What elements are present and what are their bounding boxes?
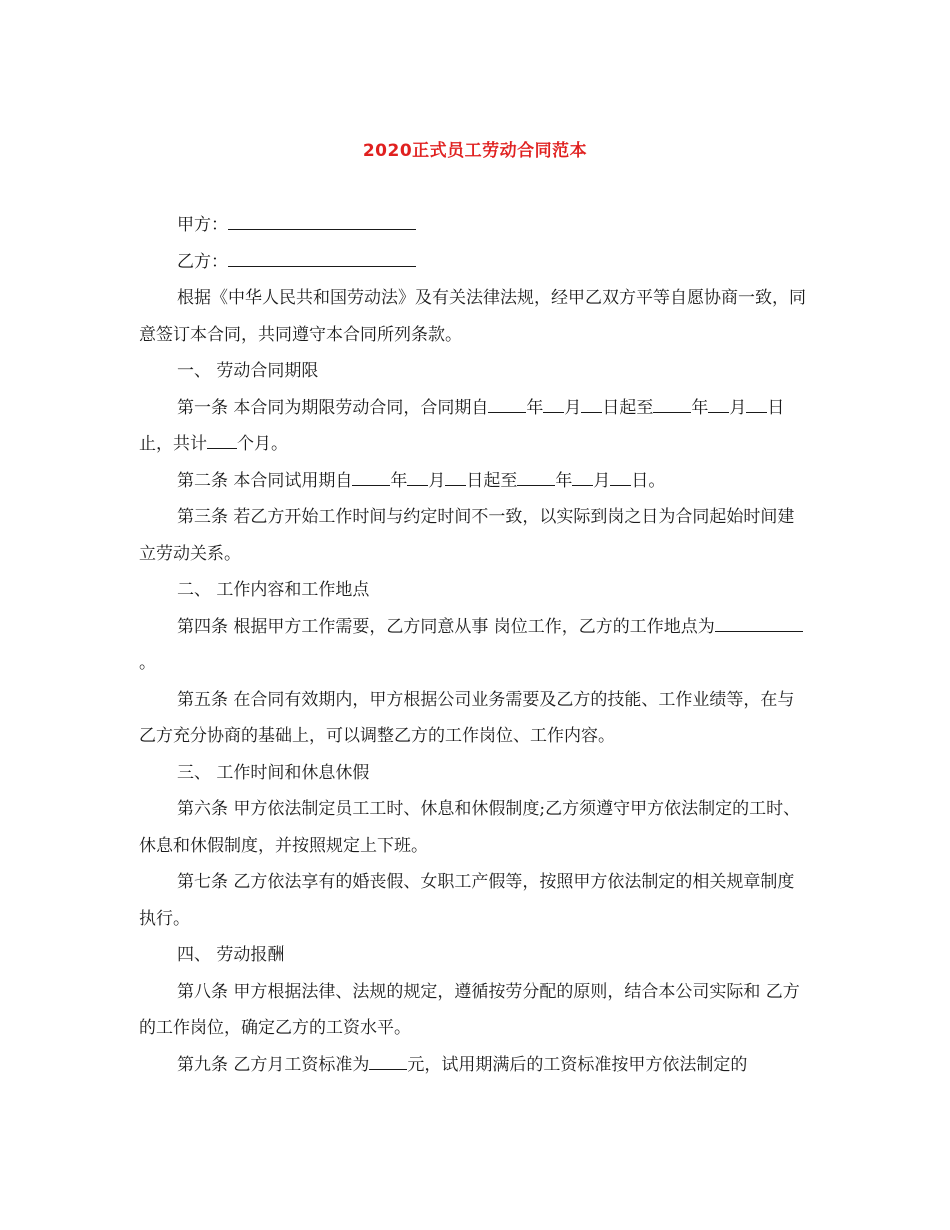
- blank-field: [445, 467, 466, 486]
- article-1-month1: 月: [564, 397, 582, 418]
- article-5: 第五条 在合同有效期内，甲方根据公司业务需要及乙方的技能、工作业绩等，在与乙方充分协商的基础上，可以调整乙方的工作岗位、工作内容。: [139, 689, 795, 746]
- article-3: 第三条 若乙方开始工作时间与约定时间不一致，以实际到岗之日为合同起始时间建立劳动关系。: [139, 507, 795, 564]
- article-2-day1: 日起至: [466, 470, 518, 491]
- party-a-line: [139, 207, 811, 244]
- party-a-blank: [228, 211, 416, 230]
- article-8: 第八条 甲方根据法律、法规的规定，遵循按劳分配的原则，结合本公司实际和 乙方的工作岗位，确定乙方的工资水平。: [139, 981, 800, 1038]
- article-2-text: 第二条 本合同试用期自: [177, 470, 353, 491]
- blank-field: [715, 613, 803, 632]
- section-heading-2: 二、 工作内容和工作地点: [177, 580, 370, 600]
- article-1-day2: 日止，共计: [139, 397, 785, 454]
- blank-field: [708, 394, 729, 413]
- blank-field: [746, 394, 767, 413]
- document-body: [139, 207, 811, 1083]
- party-b-label: 乙方：: [177, 251, 228, 272]
- article-9: [139, 1047, 811, 1084]
- blank-field: [369, 1051, 407, 1070]
- blank-field: [543, 394, 564, 413]
- article-2-year1: 年: [390, 470, 408, 491]
- section-heading-3: 三、 工作时间和休息休假: [177, 762, 370, 783]
- article-1-day1: 日起至: [602, 397, 654, 418]
- blank-field: [653, 394, 691, 413]
- section-heading-4: 四、 劳动报酬: [177, 945, 285, 965]
- blank-field: [581, 394, 602, 413]
- article-2-month2: 月: [593, 470, 611, 491]
- blank-field: [407, 467, 428, 486]
- party-a-label: 甲方：: [177, 215, 228, 235]
- article-1-month2: 月: [729, 397, 747, 418]
- blank-field: [517, 467, 555, 486]
- article-9-text: 第九条 乙方月工资标准为: [177, 1054, 370, 1075]
- article-6: 第六条 甲方依法制定员工工时、休息和休假制度;乙方须遵守甲方依法制定的工时、休息和休假制度，并按照规定上下班。: [139, 799, 801, 856]
- blank-field: [610, 467, 631, 486]
- blank-field: [352, 467, 390, 486]
- article-1-text: 第一条 本合同为期限劳动合同，合同期自: [177, 397, 489, 418]
- document-title: 2020正式员工劳动合同范本: [362, 141, 588, 161]
- article-1-year1: 年: [526, 397, 544, 418]
- section-heading-1: 一、 劳动合同期限: [177, 361, 319, 381]
- party-b-line: [139, 244, 811, 281]
- article-4: [139, 609, 811, 682]
- article-1-year2: 年: [691, 397, 709, 418]
- article-2-month1: 月: [428, 470, 446, 491]
- party-b-blank: [228, 248, 416, 267]
- article-9-text-2: 元，试用期满后的工资标准按甲方依法制定的: [407, 1054, 748, 1075]
- article-7: 第七条 乙方依法享有的婚丧假、女职工产假等，按照甲方依法制定的相关规章制度执行。: [139, 872, 795, 929]
- article-1: [139, 390, 811, 463]
- article-2-year2: 年: [555, 470, 573, 491]
- article-2: [139, 463, 811, 500]
- blank-field: [207, 430, 237, 449]
- article-4-text: 第四条 根据甲方工作需要，乙方同意从事 岗位工作，乙方的工作地点为: [177, 616, 715, 637]
- intro-paragraph: 根据《中华人民共和国劳动法》及有关法律法规，经甲乙双方平等自愿协商一致，同意签订本合同，共同遵守本合同所列条款。: [139, 288, 806, 345]
- blank-field: [488, 394, 526, 413]
- article-2-day2: 日。: [631, 470, 666, 491]
- article-4-end: 。: [139, 653, 156, 673]
- article-1-months: 个月。: [237, 434, 288, 454]
- blank-field: [572, 467, 593, 486]
